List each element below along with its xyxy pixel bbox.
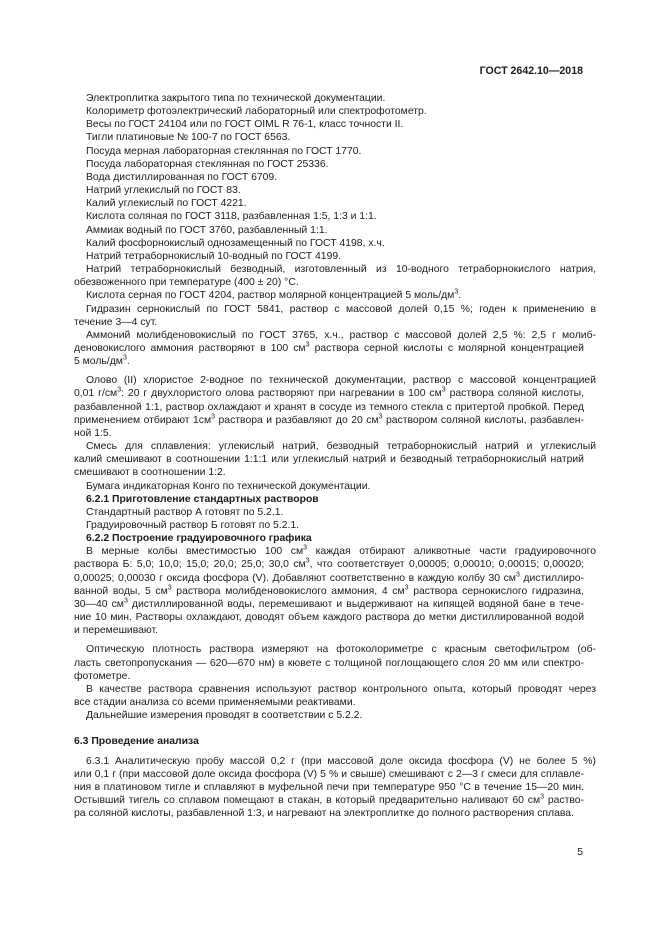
text-line: ласть светопропускания — 620—670 нм) в кювете с толщиной поглощающего слоя 20 мм или спектро- [74,657,584,669]
text-line: Аммоний молибденовокислый по ГОСТ 3765, х.ч., раствор с массовой долей 2,5 %: 2,5 г молиб- [86,329,596,341]
text-line: калий смешивают в соотношении 1:1:1 или углекислый натрий и безводный тетраборнокислый натрий [74,454,584,466]
text-span: раствора соляной кислоты, [445,388,584,400]
text-span: 0,01 г/см [74,388,118,400]
text-line: обезвоженного при температуре (400 ± 20) °С. [74,277,299,289]
superscript: 3 [404,584,409,592]
text-span: . [458,290,462,302]
superscript: 3 [123,597,128,605]
section-heading: 6.3 Проведение анализа [74,736,199,748]
text-line: смешивают в соотношении 1:2. [74,467,226,479]
superscript: 3 [211,413,216,421]
list-item: Посуда лабораторная стеклянная по ГОСТ 25336. [86,158,329,170]
text-line: все стадии анализа со всеми применяемыми реактивами. [74,697,356,709]
paragraph [74,303,596,329]
text-span: В мерные колбы вместимостью 100 см [86,546,304,558]
subsection-heading: 6.2.2 Построение градуировочного графика [86,533,312,545]
text-line: Бумага индикаторная Конго по технической документации. [86,480,371,492]
superscript: 3 [378,413,383,421]
paragraph [74,374,596,440]
document-code: ГОСТ 2642.10—2018 [479,65,583,77]
text-line: 6.3.1 Аналитическую пробу массой 0,2 г (при массовой доле оксида фосфора (V) не более 5 %) [86,755,596,767]
list-item: Посуда мерная лабораторная стеклянная по ГОСТ 1770. [86,145,362,157]
paragraph [74,755,596,821]
list-item: Аммиак водный по ГОСТ 3760, разбавленный 1:1. [86,224,328,236]
superscript: 3 [167,584,172,592]
text-line: ния в платиновом тигле и сплавляют в муфельной печи при температуре 950 °С в течение 15—20 мин. [74,781,584,793]
paragraph [74,263,596,289]
superscript: 3 [122,354,127,362]
text-line [74,585,584,598]
text-line [74,355,584,368]
subsection-heading: 6.2.1 Приготовление стандартных растворов [86,493,319,505]
text-line [86,545,596,558]
paragraph [74,683,596,709]
paragraph [74,643,596,682]
list-item: Вода дистиллированная по ГОСТ 6709. [86,171,278,183]
text-span: ванной воды, 5 см [74,585,168,597]
list-item: Калий углекислый по ГОСТ 4221. [86,198,247,210]
text-line [74,598,584,611]
text-line: ра соляной кислоты, разбавленной 1:3, и нагревают на электроплитке до полного растворения сплава. [74,808,574,820]
text-line: фотометре. [74,670,131,682]
superscript: 3 [454,288,459,296]
superscript: 3 [303,544,308,552]
text-span: раствора Б: 5,0; 10,0; 15,0; 20,0; 25,0; 30,0 см [74,559,306,571]
text-line: Гидразин сернокислый по ГОСТ 5841, раствор с массовой долей 0,15 %; годен к применению в [86,303,596,315]
text-span: раствором соляной кислоты, разбавлен- [382,414,584,426]
text-line: В качестве раствора сравнения используют раствор контрольного опыта, который проводят через [86,683,596,695]
list-item: Весы по ГОСТ 24104 или по ГОСТ OIML R 76-1, класс точности II. [86,119,404,131]
text-line [74,572,584,585]
superscript: 3 [117,386,122,394]
page-number: 5 [577,847,583,858]
text-span: деновокислого аммония растворяют в 100 см [74,342,306,354]
equipment-list [86,92,584,263]
text-span: раствора молибденовокислого аммония, 4 см [171,585,405,597]
text-line: разбавленной 1:1, раствор охлаждают и хранят в сосуде из темного стекла с притертой пробкой. Перед [74,401,584,413]
text-line: или 0,1 г (при массовой доле оксида фосфора (V) 5 % и свыше) смешивают с 2—3 г смеси для сплавле- [74,768,584,780]
superscript: 3 [305,558,310,565]
text-line: ние 10 мин. Растворы охлаждают, доводят объем каждого раствора до метки дистиллированной водой [74,612,584,624]
text-line: Олово (II) хлористое 2-водное по технической документации, раствор с массовой концентрацией [86,375,596,387]
paragraph [74,544,597,637]
text-span: Остывший тигель со сплавом помещают в стакан, в который предварительно наливают 60 см [74,794,541,806]
text-line: течение 3—4 сут. [74,316,158,328]
text-span: раство- [544,794,584,806]
paragraph [74,440,596,479]
text-line: Стандартный раствор А готовят по 5.2.1. [86,506,284,518]
paragraph [74,329,596,368]
text-line [74,342,584,355]
text-line [74,387,584,400]
text-span: каждая отбирают аликвотные части градуировочного [307,546,597,558]
superscript: 3 [441,386,446,394]
text-span: применением отбирают 1см [74,414,212,426]
list-item: Колориметр фотоэлектрический лабораторный или спектрофотометр. [86,106,427,118]
text-span: раствора и разбавляют до 20 см [215,414,379,426]
text-line [74,558,584,571]
list-item: Калий фосфорнокислый однозамещенный по ГОСТ 4198, х.ч. [86,237,385,249]
superscript: 3 [540,793,545,801]
list-item: Электроплитка закрытого типа по технической документации. [86,93,386,104]
list-item: Тигли платиновые № 100-7 по ГОСТ 6563. [86,132,291,144]
text-span: : 20 г двухлористого олова растворяют при нагревании в 100 см [121,388,442,400]
text-span: раствора серной кислоты с молярной концентрацией [309,342,584,354]
text-line: Дальнейшие измерения проводят в соответствии с 5.2.2. [86,710,363,722]
page-body [74,92,597,820]
text-line: Градуировочный раствор Б готовят по 5.2.1. [86,520,300,531]
text-span: 30—40 см [74,598,124,610]
text-span: Кислота серная по ГОСТ 4204, раствор молярной концентрацией 5 моль/дм [86,290,455,302]
text-line: Оптическую плотность раствора измеряют на фотоколориметре с красным светофильтром (об- [86,644,596,656]
text-span: раствора сернокислого гидразина, [408,585,584,597]
text-line [86,289,596,302]
section-gap [86,722,584,735]
text-span: , что соответствует 0,00005; 0,00010; 0,00015; 0,00020; [309,559,584,571]
text-span: 5 моль/дм [74,356,123,368]
text-line: Натрий тетраборнокислый безводный, изготовленный из 10-водного тетраборнокислого натрия, [86,264,596,276]
text-line: Смесь для сплавления: углекислый натрий, безводный тетраборнокислый натрий и углекислый [86,441,596,453]
list-item: Натрий углекислый по ГОСТ 83. [86,185,241,197]
text-line [74,414,584,427]
text-line: и перемешивают. [74,625,158,637]
list-item: Кислота соляная по ГОСТ 3118, разбавленная 1:5, 1:3 и 1:1. [86,211,377,223]
text-span: 0,00025; 0,00030 г оксида фосфора (V). Добавляют соответственно в каждую колбу 30 см [74,572,516,584]
text-line: ной 1:5. [74,427,112,439]
text-span: дистиллиро- [519,572,584,584]
superscript: 3 [305,341,310,349]
text-line [74,794,584,807]
text-span: . [126,356,130,368]
text-span: дистиллированной воды, перемешивают и выдерживают на кипящей водяной бане в тече- [127,598,585,610]
superscript: 3 [515,571,520,579]
list-item: Натрий тетраборнокислый 10-водный по ГОСТ 4199. [86,250,342,262]
